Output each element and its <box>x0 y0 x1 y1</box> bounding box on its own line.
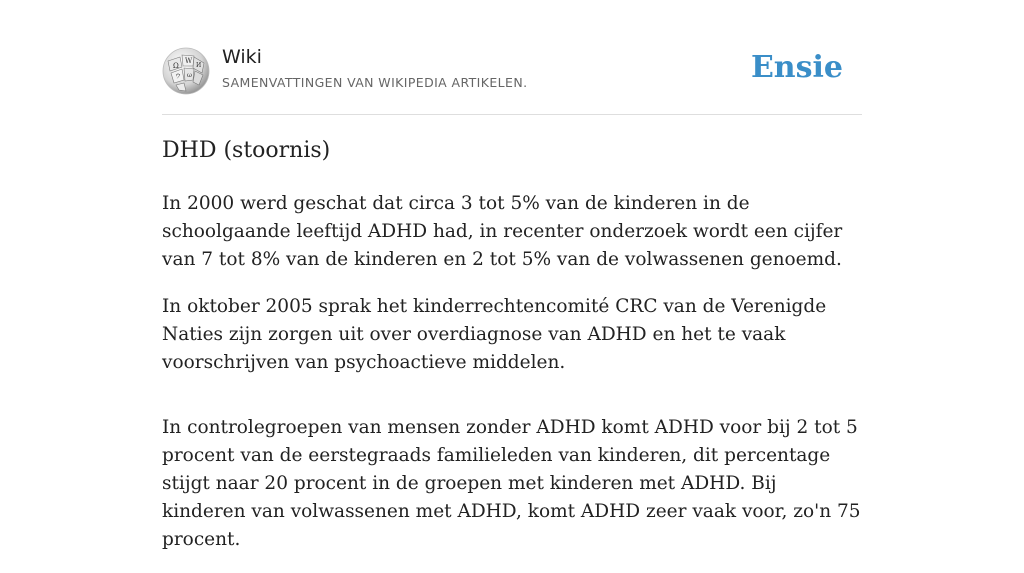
page-title: DHD (stoornis) <box>162 138 331 163</box>
svg-text:W: W <box>185 57 193 65</box>
site-header <box>162 0 862 115</box>
site-tagline: SAMENVATTINGEN VAN WIKIPEDIA ARTIKELEN. <box>222 75 528 90</box>
article-content <box>162 190 862 573</box>
page-container <box>162 0 862 550</box>
svg-text:Ω: Ω <box>173 62 179 70</box>
ensie-brand-link[interactable]: Ensie <box>750 50 843 85</box>
site-title[interactable]: Wiki <box>222 46 262 68</box>
svg-text:ω: ω <box>187 72 192 79</box>
svg-text:ウ: ウ <box>175 73 182 80</box>
article-paragraph: In controlegroepen van mensen zonder ADHD komt ADHD voor bij 2 tot 5 procent van de eerstegraads familieleden van kinderen, dit percentage stijgt naar 20 procent in de groepen met kinderen met ADHD. Bij kinderen van volwassenen met ADHD, komt ADHD zeer vaak voor, zo'n 75 procent. <box>162 417 861 550</box>
article-paragraph: In 2000 werd geschat dat circa 3 tot 5% van de kinderen in de schoolgaande leeftijd ADHD had, in recenter onderzoek wordt een cijfer van 7 tot 8% van de kinderen en 2 tot 5% van de volwassenen genoemd. <box>162 193 843 270</box>
article-paragraph: In oktober 2005 sprak het kinderrechtencomité CRC van de Verenigde Naties zijn zorgen uit over overdiagnose van ADHD en het te vaak voorschrijven van psychoactieve middelen. <box>162 296 827 373</box>
svg-text:И: И <box>196 62 202 69</box>
wikipedia-globe-icon[interactable] <box>162 47 210 95</box>
